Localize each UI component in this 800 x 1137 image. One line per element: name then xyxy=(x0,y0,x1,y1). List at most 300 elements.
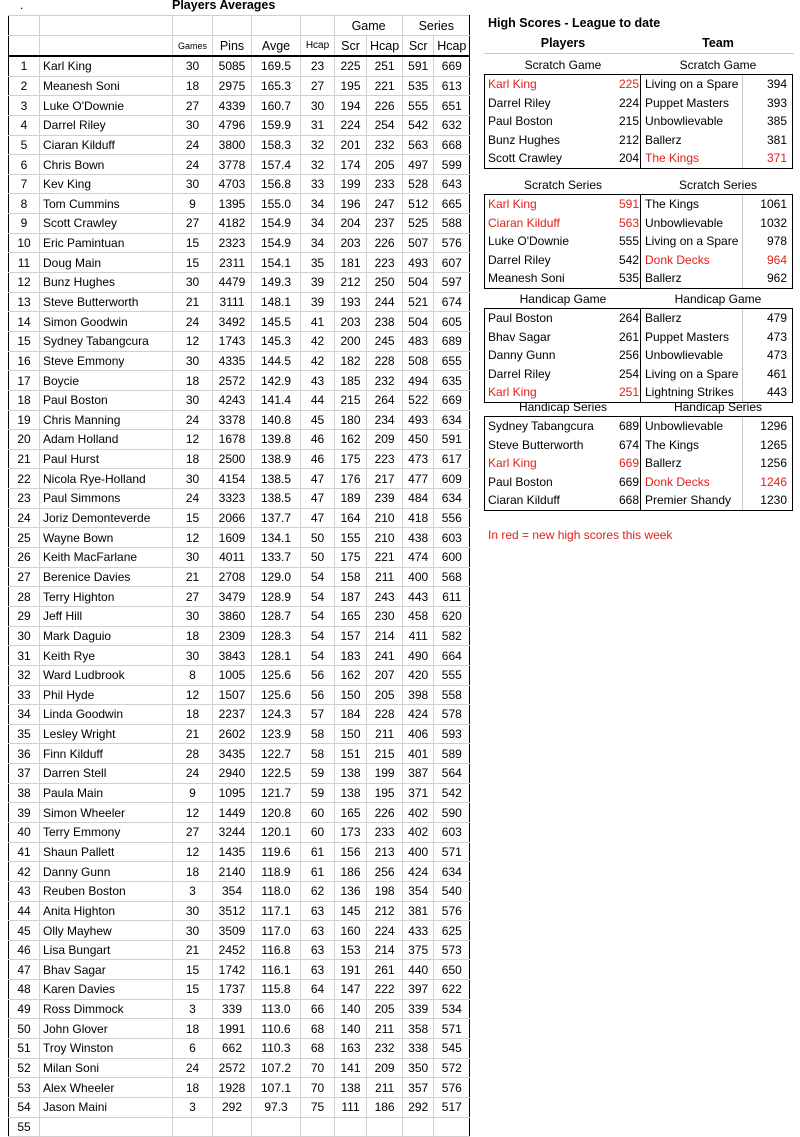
table-row xyxy=(9,587,470,607)
table-row xyxy=(9,174,470,194)
cell-average: 149.3 xyxy=(252,273,301,293)
high-score-team-score: 385 xyxy=(766,114,787,129)
cell-rank: 21 xyxy=(9,449,40,469)
cell-series-scratch: 521 xyxy=(403,292,434,312)
cell-handicap: 39 xyxy=(301,273,335,293)
cell-rank: 1 xyxy=(9,56,40,76)
cell-game-scratch: 151 xyxy=(335,744,367,764)
cell-series-scratch: 493 xyxy=(403,410,434,430)
cell-player-name: Lisa Bungart xyxy=(40,940,173,960)
cell-pins: 2140 xyxy=(213,862,252,882)
cell-series-scratch: 375 xyxy=(403,940,434,960)
cell-game-handicap: 224 xyxy=(367,921,403,941)
cell-pins: 1737 xyxy=(213,980,252,1000)
high-score-team: Ballerz xyxy=(645,311,682,325)
high-score-team: The Kings xyxy=(645,197,700,211)
table-row xyxy=(9,410,470,430)
cell-player-name: Karen Davies xyxy=(40,980,173,1000)
cell-series-scratch: 473 xyxy=(403,449,434,469)
cell-pins: 2572 xyxy=(213,371,252,391)
table-row xyxy=(9,705,470,725)
high-score-team-score: 1256 xyxy=(760,456,787,471)
cell-average: 117.1 xyxy=(252,901,301,921)
cell-game-handicap: 233 xyxy=(367,174,403,194)
cell-series-handicap: 664 xyxy=(434,646,470,666)
cell-average: 122.5 xyxy=(252,764,301,784)
cell-average: 165.3 xyxy=(252,76,301,96)
cell-games: 30 xyxy=(173,646,213,666)
high-score-team: Ballerz xyxy=(645,132,682,147)
cell-game-scratch: 145 xyxy=(335,901,367,921)
high-score-player: Darrel Riley xyxy=(488,252,551,267)
cell-game-handicap: 261 xyxy=(367,960,403,980)
cell-rank: 40 xyxy=(9,822,40,842)
cell-player-name: Darren Stell xyxy=(40,764,173,784)
cell-series-handicap: 650 xyxy=(434,960,470,980)
cell-game-handicap: 232 xyxy=(367,1039,403,1059)
header-blank xyxy=(252,16,301,36)
cell-handicap: 27 xyxy=(301,76,335,96)
cell-average: 128.3 xyxy=(252,626,301,646)
header-series-group: Series xyxy=(403,16,470,36)
cell-pins: 1742 xyxy=(213,960,252,980)
cell-rank: 31 xyxy=(9,646,40,666)
cell-series-handicap: 605 xyxy=(434,312,470,332)
table-row xyxy=(9,449,470,469)
cell-rank: 42 xyxy=(9,862,40,882)
header-game-hcap: Hcap xyxy=(367,36,403,57)
high-score-row xyxy=(485,214,792,233)
section-label-teams: Handicap Game xyxy=(674,292,762,306)
cell-series-scratch: 381 xyxy=(403,901,434,921)
players-column-header: Players xyxy=(540,36,586,50)
cell-average: 107.1 xyxy=(252,1078,301,1098)
cell-player-name: Lesley Wright xyxy=(40,724,173,744)
corner-dot: . xyxy=(20,0,24,12)
cell-average: 123.9 xyxy=(252,724,301,744)
header-blank xyxy=(213,16,252,36)
cell-game-scratch: 164 xyxy=(335,508,367,528)
cell-pins: 1435 xyxy=(213,842,252,862)
cell-games: 12 xyxy=(173,430,213,450)
cell-games: 12 xyxy=(173,528,213,548)
cell-game-handicap: 264 xyxy=(367,390,403,410)
cell-average: 124.3 xyxy=(252,705,301,725)
cell-game-scratch: 200 xyxy=(335,331,367,351)
cell-games: 27 xyxy=(173,587,213,607)
high-score-player-score: 224 xyxy=(618,95,639,110)
cell-game-scratch: 140 xyxy=(335,1019,367,1039)
cell-player-name: Keith MacFarlane xyxy=(40,548,173,568)
high-score-player-score: 555 xyxy=(618,234,639,249)
header-series-scr: Scr xyxy=(403,36,434,57)
cell-player-name: John Glover xyxy=(40,1019,173,1039)
cell-game-scratch: 184 xyxy=(335,705,367,725)
cell-player-name: Terry Emmony xyxy=(40,822,173,842)
cell-handicap: 57 xyxy=(301,705,335,725)
cell-series-handicap: 572 xyxy=(434,1058,470,1078)
cell-average: 118.0 xyxy=(252,881,301,901)
cell-handicap: 23 xyxy=(301,56,335,76)
cell-rank: 33 xyxy=(9,685,40,705)
cell-player-name xyxy=(40,1117,173,1137)
cell-handicap: 47 xyxy=(301,508,335,528)
cell-game-handicap: 244 xyxy=(367,292,403,312)
high-score-team-score: 964 xyxy=(766,252,787,267)
high-score-team-score: 473 xyxy=(766,348,787,363)
cell-rank: 23 xyxy=(9,489,40,509)
cell-rank: 28 xyxy=(9,587,40,607)
cell-game-scratch: 203 xyxy=(335,233,367,253)
cell-player-name: Steve Emmony xyxy=(40,351,173,371)
cell-handicap: 47 xyxy=(301,489,335,509)
cell-game-handicap: 226 xyxy=(367,803,403,823)
cell-game-scratch: 155 xyxy=(335,528,367,548)
cell-games: 24 xyxy=(173,764,213,784)
table-row xyxy=(9,764,470,784)
cell-player-name: Ward Ludbrook xyxy=(40,665,173,685)
cell-series-handicap: 617 xyxy=(434,449,470,469)
high-score-player: Darrel Riley xyxy=(488,95,551,110)
cell-player-name: Chris Manning xyxy=(40,410,173,430)
cell-series-scratch: 400 xyxy=(403,842,434,862)
header-name xyxy=(40,36,173,57)
cell-pins: 1005 xyxy=(213,665,252,685)
high-score-player: Darrel Riley xyxy=(488,366,551,381)
cell-average: 97.3 xyxy=(252,1097,301,1117)
cell-game-scratch: 165 xyxy=(335,803,367,823)
table-row xyxy=(9,96,470,116)
table-row xyxy=(9,115,470,135)
high-score-row xyxy=(485,365,792,384)
cell-player-name: Scott Crawley xyxy=(40,214,173,234)
high-score-row xyxy=(485,112,792,131)
cell-pins: 2602 xyxy=(213,724,252,744)
cell-games: 30 xyxy=(173,273,213,293)
cell-game-scratch: 111 xyxy=(335,1097,367,1117)
header-blank xyxy=(173,16,213,36)
cell-series-handicap: 643 xyxy=(434,174,470,194)
cell-game-scratch: 196 xyxy=(335,194,367,214)
cell-series-handicap: 576 xyxy=(434,233,470,253)
cell-handicap: 33 xyxy=(301,174,335,194)
cell-game-scratch: 176 xyxy=(335,469,367,489)
high-score-player-score: 256 xyxy=(618,348,639,363)
cell-series-handicap: 674 xyxy=(434,292,470,312)
cell-handicap xyxy=(301,1117,335,1137)
cell-game-scratch: 189 xyxy=(335,489,367,509)
cell-player-name: Jeff Hill xyxy=(40,606,173,626)
high-score-team: Ballerz xyxy=(645,456,682,471)
cell-game-handicap: 209 xyxy=(367,1058,403,1078)
high-score-player: Bhav Sagar xyxy=(488,329,551,344)
cell-player-name: Joriz Demonteverde xyxy=(40,508,173,528)
cell-pins: 4703 xyxy=(213,174,252,194)
cell-series-handicap: 600 xyxy=(434,548,470,568)
cell-game-handicap: 213 xyxy=(367,842,403,862)
cell-game-scratch: 186 xyxy=(335,862,367,882)
cell-player-name: Milan Soni xyxy=(40,1058,173,1078)
cell-games: 12 xyxy=(173,842,213,862)
cell-games: 18 xyxy=(173,371,213,391)
high-score-player-score: 264 xyxy=(618,311,639,325)
high-score-team-score: 1032 xyxy=(760,215,787,230)
high-score-team-score: 381 xyxy=(766,132,787,147)
cell-series-handicap: 517 xyxy=(434,1097,470,1117)
cell-games: 3 xyxy=(173,1097,213,1117)
cell-pins: 3435 xyxy=(213,744,252,764)
table-row xyxy=(9,371,470,391)
cell-series-handicap: 625 xyxy=(434,921,470,941)
high-score-team-score: 1296 xyxy=(760,419,787,433)
cell-pins: 354 xyxy=(213,881,252,901)
cell-rank: 43 xyxy=(9,881,40,901)
high-score-box xyxy=(484,308,793,403)
cell-handicap: 60 xyxy=(301,822,335,842)
cell-rank: 48 xyxy=(9,980,40,1000)
cell-games: 30 xyxy=(173,548,213,568)
table-row xyxy=(9,548,470,568)
cell-handicap: 56 xyxy=(301,665,335,685)
cell-handicap: 62 xyxy=(301,881,335,901)
cell-pins: 5085 xyxy=(213,56,252,76)
cell-pins: 1928 xyxy=(213,1078,252,1098)
cell-games: 15 xyxy=(173,233,213,253)
cell-series-handicap: 578 xyxy=(434,705,470,725)
cell-pins: 2237 xyxy=(213,705,252,725)
cell-series-scratch: 494 xyxy=(403,371,434,391)
cell-series-scratch: 338 xyxy=(403,1039,434,1059)
cell-game-handicap: 210 xyxy=(367,528,403,548)
cell-series-scratch: 406 xyxy=(403,724,434,744)
cell-handicap: 75 xyxy=(301,1097,335,1117)
cell-game-scratch: 153 xyxy=(335,940,367,960)
averages-title: Players Averages xyxy=(172,0,276,12)
high-score-team: Living on a Spare xyxy=(645,366,739,381)
cell-average: 154.9 xyxy=(252,233,301,253)
cell-game-scratch: 136 xyxy=(335,881,367,901)
high-score-box xyxy=(484,194,793,289)
cell-player-name: Phil Hyde xyxy=(40,685,173,705)
cell-player-name: Nicola Rye-Holland xyxy=(40,469,173,489)
cell-handicap: 58 xyxy=(301,744,335,764)
cell-handicap: 70 xyxy=(301,1058,335,1078)
cell-series-handicap: 668 xyxy=(434,135,470,155)
cell-series-handicap: 540 xyxy=(434,881,470,901)
cell-game-scratch: 138 xyxy=(335,764,367,784)
cell-series-scratch: 418 xyxy=(403,508,434,528)
cell-series-scratch: 508 xyxy=(403,351,434,371)
cell-pins: 1991 xyxy=(213,1019,252,1039)
cell-average: 145.5 xyxy=(252,312,301,332)
cell-series-scratch: 424 xyxy=(403,705,434,725)
table-row xyxy=(9,155,470,175)
high-score-player: Karl King xyxy=(488,456,537,471)
high-score-team: Unbowlievable xyxy=(645,215,724,230)
cell-game-scratch: 194 xyxy=(335,96,367,116)
cell-series-handicap: 634 xyxy=(434,489,470,509)
cell-series-scratch: 483 xyxy=(403,331,434,351)
high-score-team: The Kings xyxy=(645,151,700,166)
header-divider xyxy=(484,53,794,54)
cell-average: 138.5 xyxy=(252,489,301,509)
table-row xyxy=(9,331,470,351)
high-score-box xyxy=(484,416,793,511)
high-score-player: Danny Gunn xyxy=(488,348,556,363)
cell-handicap: 34 xyxy=(301,214,335,234)
cell-average: 140.8 xyxy=(252,410,301,430)
high-score-team: Donk Decks xyxy=(645,252,710,267)
cell-average: 117.0 xyxy=(252,921,301,941)
cell-handicap: 63 xyxy=(301,940,335,960)
cell-rank: 47 xyxy=(9,960,40,980)
cell-series-handicap: 603 xyxy=(434,822,470,842)
cell-player-name: Ross Dimmock xyxy=(40,999,173,1019)
cell-series-handicap: 576 xyxy=(434,1078,470,1098)
cell-pins: 4182 xyxy=(213,214,252,234)
table-row xyxy=(9,783,470,803)
cell-rank: 36 xyxy=(9,744,40,764)
high-score-row xyxy=(485,491,792,510)
cell-games: 30 xyxy=(173,351,213,371)
cell-handicap: 70 xyxy=(301,1078,335,1098)
high-score-row xyxy=(485,232,792,251)
cell-game-scratch: 175 xyxy=(335,449,367,469)
cell-games: 24 xyxy=(173,489,213,509)
cell-average: 116.8 xyxy=(252,940,301,960)
cell-games xyxy=(173,1117,213,1137)
cell-player-name: Danny Gunn xyxy=(40,862,173,882)
cell-games: 27 xyxy=(173,822,213,842)
cell-series-handicap: 597 xyxy=(434,273,470,293)
cell-games: 24 xyxy=(173,155,213,175)
cell-average: 121.7 xyxy=(252,783,301,803)
cell-rank: 14 xyxy=(9,312,40,332)
cell-series-handicap: 556 xyxy=(434,508,470,528)
cell-series-handicap: 689 xyxy=(434,331,470,351)
cell-rank: 19 xyxy=(9,410,40,430)
high-score-player: Paul Boston xyxy=(488,474,553,489)
section-label-teams: Handicap Series xyxy=(673,400,763,414)
cell-game-handicap: 251 xyxy=(367,56,403,76)
high-score-team: Puppet Masters xyxy=(645,95,730,110)
cell-player-name: Meanesh Soni xyxy=(40,76,173,96)
table-row xyxy=(9,489,470,509)
cell-handicap: 63 xyxy=(301,960,335,980)
table-row xyxy=(9,312,470,332)
cell-handicap: 66 xyxy=(301,999,335,1019)
cell-games: 15 xyxy=(173,508,213,528)
cell-player-name: Kev King xyxy=(40,174,173,194)
cell-pins: 3512 xyxy=(213,901,252,921)
high-score-player-score: 215 xyxy=(618,114,639,129)
cell-rank: 51 xyxy=(9,1039,40,1059)
cell-game-scratch: 162 xyxy=(335,665,367,685)
cell-games: 30 xyxy=(173,174,213,194)
cell-series-handicap: 593 xyxy=(434,724,470,744)
high-score-team-score: 473 xyxy=(766,329,787,344)
header-pins: Pins xyxy=(213,36,252,57)
table-row xyxy=(9,567,470,587)
cell-game-handicap: 232 xyxy=(367,371,403,391)
cell-games: 21 xyxy=(173,724,213,744)
cell-rank: 38 xyxy=(9,783,40,803)
cell-pins: 1743 xyxy=(213,331,252,351)
cell-average: 115.8 xyxy=(252,980,301,1000)
cell-series-scratch: 440 xyxy=(403,960,434,980)
cell-series-scratch xyxy=(403,1117,434,1137)
high-score-player: Paul Boston xyxy=(488,114,553,129)
high-score-team-score: 394 xyxy=(766,77,787,91)
high-score-player: Paul Boston xyxy=(488,311,553,325)
cell-average: 107.2 xyxy=(252,1058,301,1078)
cell-rank: 52 xyxy=(9,1058,40,1078)
high-score-player-score: 689 xyxy=(618,419,639,433)
high-score-player: Ciaran Kilduff xyxy=(488,493,560,508)
high-score-player-score: 542 xyxy=(618,252,639,267)
cell-game-handicap: 215 xyxy=(367,744,403,764)
cell-game-handicap: 205 xyxy=(367,999,403,1019)
cell-games: 15 xyxy=(173,253,213,273)
cell-series-handicap: 591 xyxy=(434,430,470,450)
cell-rank: 8 xyxy=(9,194,40,214)
cell-series-scratch: 397 xyxy=(403,980,434,1000)
high-score-player: Karl King xyxy=(488,385,537,400)
cell-series-handicap: 558 xyxy=(434,685,470,705)
table-row xyxy=(9,351,470,371)
cell-player-name: Troy Winston xyxy=(40,1039,173,1059)
cell-game-handicap: 195 xyxy=(367,783,403,803)
cell-handicap: 68 xyxy=(301,1019,335,1039)
cell-rank: 45 xyxy=(9,921,40,941)
high-score-player-score: 669 xyxy=(618,474,639,489)
cell-game-handicap: 211 xyxy=(367,567,403,587)
cell-game-handicap: 207 xyxy=(367,665,403,685)
cell-average: 148.1 xyxy=(252,292,301,312)
cell-game-scratch: 160 xyxy=(335,921,367,941)
cell-game-scratch: 215 xyxy=(335,390,367,410)
cell-game-scratch: 140 xyxy=(335,999,367,1019)
table-row xyxy=(9,292,470,312)
high-scores-title: High Scores - League to date xyxy=(488,16,661,30)
cell-rank: 37 xyxy=(9,764,40,784)
cell-game-scratch: 158 xyxy=(335,567,367,587)
cell-game-handicap: 243 xyxy=(367,587,403,607)
table-row xyxy=(9,960,470,980)
cell-player-name: Steve Butterworth xyxy=(40,292,173,312)
cell-series-scratch: 400 xyxy=(403,567,434,587)
high-score-player: Scott Crawley xyxy=(488,151,563,166)
cell-game-scratch: 204 xyxy=(335,214,367,234)
cell-series-scratch: 411 xyxy=(403,626,434,646)
cell-game-scratch: 173 xyxy=(335,822,367,842)
cell-game-scratch: 181 xyxy=(335,253,367,273)
cell-games: 21 xyxy=(173,940,213,960)
high-score-team: Donk Decks xyxy=(645,474,710,489)
cell-series-scratch: 424 xyxy=(403,862,434,882)
cell-average: 110.6 xyxy=(252,1019,301,1039)
cell-rank: 49 xyxy=(9,999,40,1019)
table-row xyxy=(9,744,470,764)
cell-rank: 30 xyxy=(9,626,40,646)
table-row xyxy=(9,135,470,155)
cell-game-scratch: 225 xyxy=(335,56,367,76)
cell-series-handicap: 669 xyxy=(434,390,470,410)
table-row xyxy=(9,273,470,293)
high-score-team: Living on a Spare xyxy=(645,234,739,249)
cell-average: 133.7 xyxy=(252,548,301,568)
cell-game-scratch xyxy=(335,1117,367,1137)
